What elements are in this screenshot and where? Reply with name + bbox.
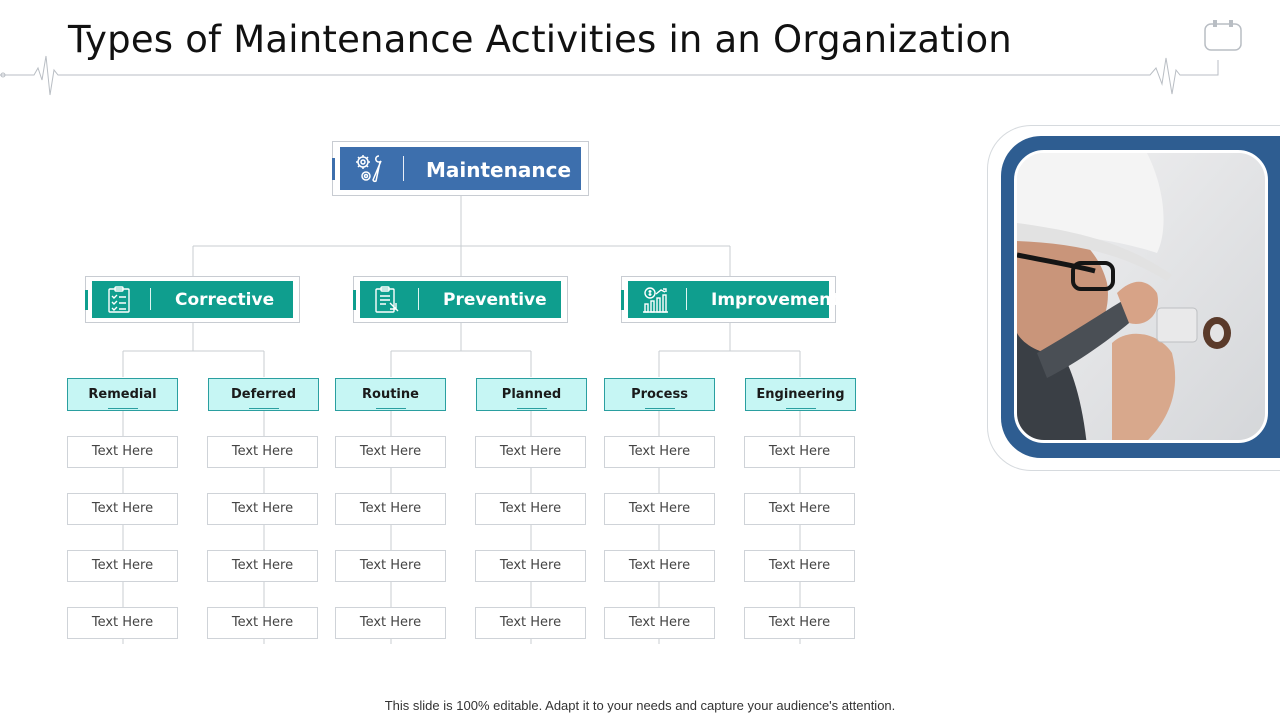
category-accent-improvement	[621, 290, 624, 310]
category-label-preventive: Preventive	[443, 290, 547, 310]
category-label-improvement: Improvement	[711, 290, 840, 310]
category-accent-corrective	[85, 290, 88, 310]
leaf-text-box: Text Here	[207, 550, 318, 582]
leaf-text-box: Text Here	[335, 493, 446, 525]
leaf-text-box: Text Here	[207, 493, 318, 525]
subcategory-engineering: Engineering	[745, 378, 856, 411]
growth-chart-icon	[640, 285, 670, 315]
checklist-icon	[104, 285, 134, 315]
leaf-text-box: Text Here	[335, 550, 446, 582]
subcategory-routine: Routine	[335, 378, 446, 411]
leaf-text-box: Text Here	[604, 550, 715, 582]
category-accent-preventive	[353, 290, 356, 310]
leaf-text-box: Text Here	[475, 436, 586, 468]
leaf-text-box: Text Here	[67, 607, 178, 639]
leaf-text-box: Text Here	[335, 436, 446, 468]
category-node-preventive	[360, 281, 561, 318]
slide-title: Types of Maintenance Activities in an Organization	[68, 18, 1012, 61]
category-separator	[686, 288, 687, 310]
category-separator	[418, 288, 419, 310]
leaf-text-box: Text Here	[604, 607, 715, 639]
leaf-text-box: Text Here	[744, 550, 855, 582]
leaf-text-box: Text Here	[207, 436, 318, 468]
category-node-corrective	[92, 281, 293, 318]
leaf-text-box: Text Here	[67, 493, 178, 525]
category-node-improvement	[628, 281, 840, 318]
subcategory-deferred: Deferred	[208, 378, 319, 411]
category-label-corrective: Corrective	[175, 290, 275, 310]
root-node-maintenance	[340, 147, 581, 190]
root-node-label: Maintenance	[426, 158, 572, 182]
subcategory-process: Process	[604, 378, 715, 411]
leaf-text-box: Text Here	[475, 607, 586, 639]
leaf-text-box: Text Here	[744, 607, 855, 639]
footer-note: This slide is 100% editable. Adapt it to your needs and capture your audience's attention.	[384, 698, 896, 713]
subcategory-remedial: Remedial	[67, 378, 178, 411]
leaf-text-box: Text Here	[744, 436, 855, 468]
subcategory-planned: Planned	[476, 378, 587, 411]
leaf-text-box: Text Here	[475, 493, 586, 525]
worker-illustration	[1017, 153, 1268, 443]
clipboard-document-icon	[372, 285, 402, 315]
leaf-text-box: Text Here	[604, 493, 715, 525]
leaf-text-box: Text Here	[67, 550, 178, 582]
gears-wrench-icon	[352, 152, 386, 186]
leaf-text-box: Text Here	[604, 436, 715, 468]
leaf-text-box: Text Here	[475, 550, 586, 582]
leaf-text-box: Text Here	[67, 436, 178, 468]
leaf-text-box: Text Here	[744, 493, 855, 525]
leaf-text-box: Text Here	[207, 607, 318, 639]
root-node-separator	[403, 156, 404, 181]
root-node-accent	[332, 158, 335, 180]
category-separator	[150, 288, 151, 310]
worker-with-hard-hat-photo	[1014, 150, 1268, 443]
leaf-text-box: Text Here	[335, 607, 446, 639]
